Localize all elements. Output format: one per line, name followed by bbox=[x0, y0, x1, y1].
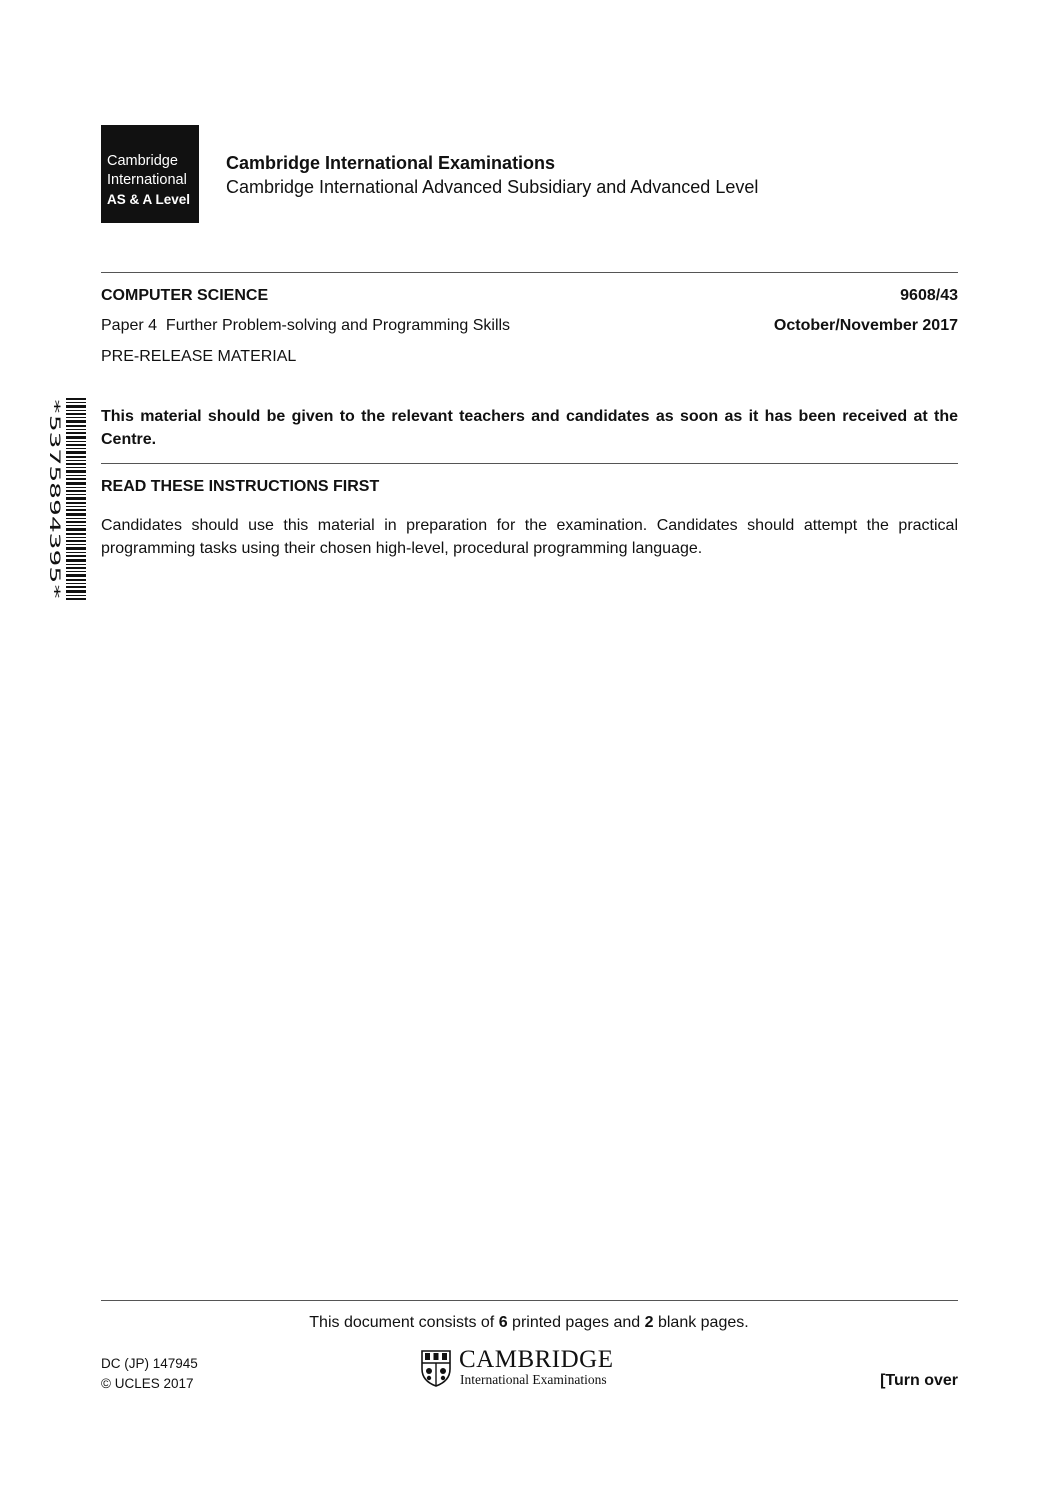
cambridge-wordmark-sub: International Examinations bbox=[460, 1372, 607, 1387]
paper-title: Paper 4 Further Problem-solving and Programming Skills bbox=[101, 317, 511, 334]
logo-line-3: AS & A Level bbox=[107, 192, 191, 207]
instructions-heading: READ THESE INSTRUCTIONS FIRST bbox=[101, 478, 380, 495]
divider-footer bbox=[101, 1300, 958, 1301]
page-count-mid: printed pages and bbox=[507, 1314, 645, 1331]
printed-pages-count: 6 bbox=[498, 1314, 508, 1331]
blank-pages-count: 2 bbox=[644, 1314, 654, 1331]
page-count-pre: This document consists of bbox=[309, 1314, 499, 1331]
barcode bbox=[44, 398, 86, 600]
exam-session: October/November 2017 bbox=[773, 317, 958, 334]
cambridge-crest-icon bbox=[420, 1349, 452, 1387]
logo-line-2: International bbox=[107, 172, 187, 188]
turn-over-label: [Turn over bbox=[880, 1372, 958, 1389]
divider-top bbox=[101, 272, 958, 273]
cambridge-logo bbox=[101, 125, 199, 223]
distribution-notice: This material should be given to the relevant teachers and candidates as soon as it has been received at the Centre. bbox=[101, 408, 958, 448]
page-count-note bbox=[0, 1314, 1058, 1332]
material-type: PRE-RELEASE MATERIAL bbox=[101, 348, 297, 365]
barcode-number: *5375894395* bbox=[46, 398, 62, 500]
divider-middle bbox=[101, 463, 958, 464]
document-ref: DC (JP) 147945 bbox=[101, 1356, 198, 1371]
instructions-body: Candidates should use this material in preparation for the examination. Candidates should attempt the practical programming tasks using their chosen high-level, procedural programming language. bbox=[101, 517, 958, 557]
logo-line-1: Cambridge bbox=[107, 153, 178, 169]
paper-code: 9608/43 bbox=[900, 287, 958, 304]
subject-title: COMPUTER SCIENCE bbox=[101, 287, 269, 304]
copyright: © UCLES 2017 bbox=[101, 1376, 194, 1391]
qualification-name: Cambridge International Advanced Subsidiary and Advanced Level bbox=[226, 177, 759, 197]
cambridge-wordmark: CAMBRIDGE bbox=[459, 1346, 614, 1373]
page-count-post: blank pages. bbox=[653, 1314, 749, 1331]
barcode-bars bbox=[66, 398, 86, 600]
org-name: Cambridge International Examinations bbox=[226, 153, 556, 173]
